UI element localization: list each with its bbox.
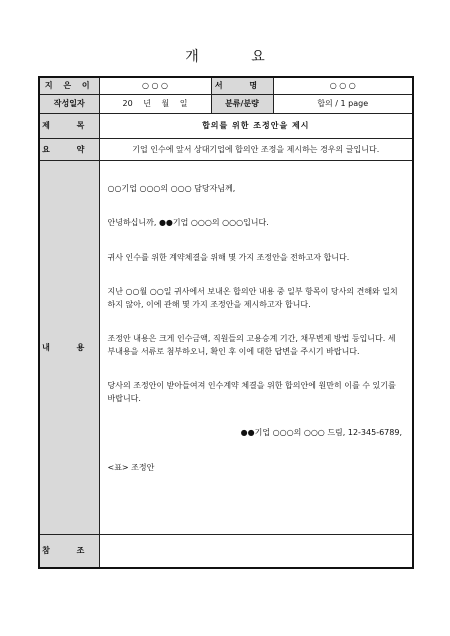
content-label: 내 용: [39, 160, 99, 534]
paragraph-2: 지난 ○○월 ○○일 귀사에서 보내온 합의안 내용 중 일부 항목이 당사의 견해와 일치하지 않아, 이에 관해 몇 가지 조정안을 제시하고자 합니다.: [107, 287, 398, 309]
paragraph-4: 당사의 조정안이 받아들여져 인수계약 체결을 위한 합의안에 원만히 이를 수 있기를 바랍니다.: [107, 381, 396, 403]
date-label: 작성일자: [39, 94, 99, 113]
reference-value: [99, 534, 413, 568]
signature-label: 서 명: [211, 77, 273, 94]
intro-text: 안녕하십니까, ●●기업 ○○○의 ○○○입니다.: [107, 218, 269, 227]
subject-value: 합의를 위한 조정안을 제시: [99, 113, 413, 138]
content-body: [99, 160, 413, 534]
category-label: 분류/분량: [211, 94, 273, 113]
document-form: [38, 76, 414, 569]
page-title: 개 요: [185, 49, 289, 65]
signature-value: ○ ○ ○: [273, 77, 413, 94]
subject-label: 제 목: [39, 113, 99, 138]
summary-value: 기업 인수에 앞서 상대기업에 합의안 조정을 제시하는 경우의 글입니다.: [99, 138, 413, 160]
greeting-text: ○○기업 ○○○의 ○○○ 담당자님께,: [107, 183, 236, 193]
paragraph-3: 조정안 내용은 크게 인수금액, 직원들의 고용승계 기간, 채무변제 방법 등입니다. 세부내용을 서류로 첨부하오니, 확인 후 이에 대한 답변을 주시기 바랍니다.: [107, 334, 396, 356]
paragraph-1: 귀사 인수를 위한 계약체결을 위해 몇 가지 조정안을 전하고자 합니다.: [107, 252, 350, 262]
sign-off: ●●기업 ○○○의 ○○○ 드림, 12-345-6789,: [240, 428, 402, 437]
reference-label: 참 조: [39, 534, 99, 568]
author-value: ○ ○ ○: [99, 77, 211, 94]
date-value: 20 년 월 일: [99, 94, 211, 113]
author-label: 지 은 이: [39, 77, 99, 94]
summary-label: 요 약: [39, 138, 99, 160]
attachment-note: <표> 조정안: [107, 462, 155, 472]
category-value: 합의 / 1 page: [273, 94, 413, 113]
